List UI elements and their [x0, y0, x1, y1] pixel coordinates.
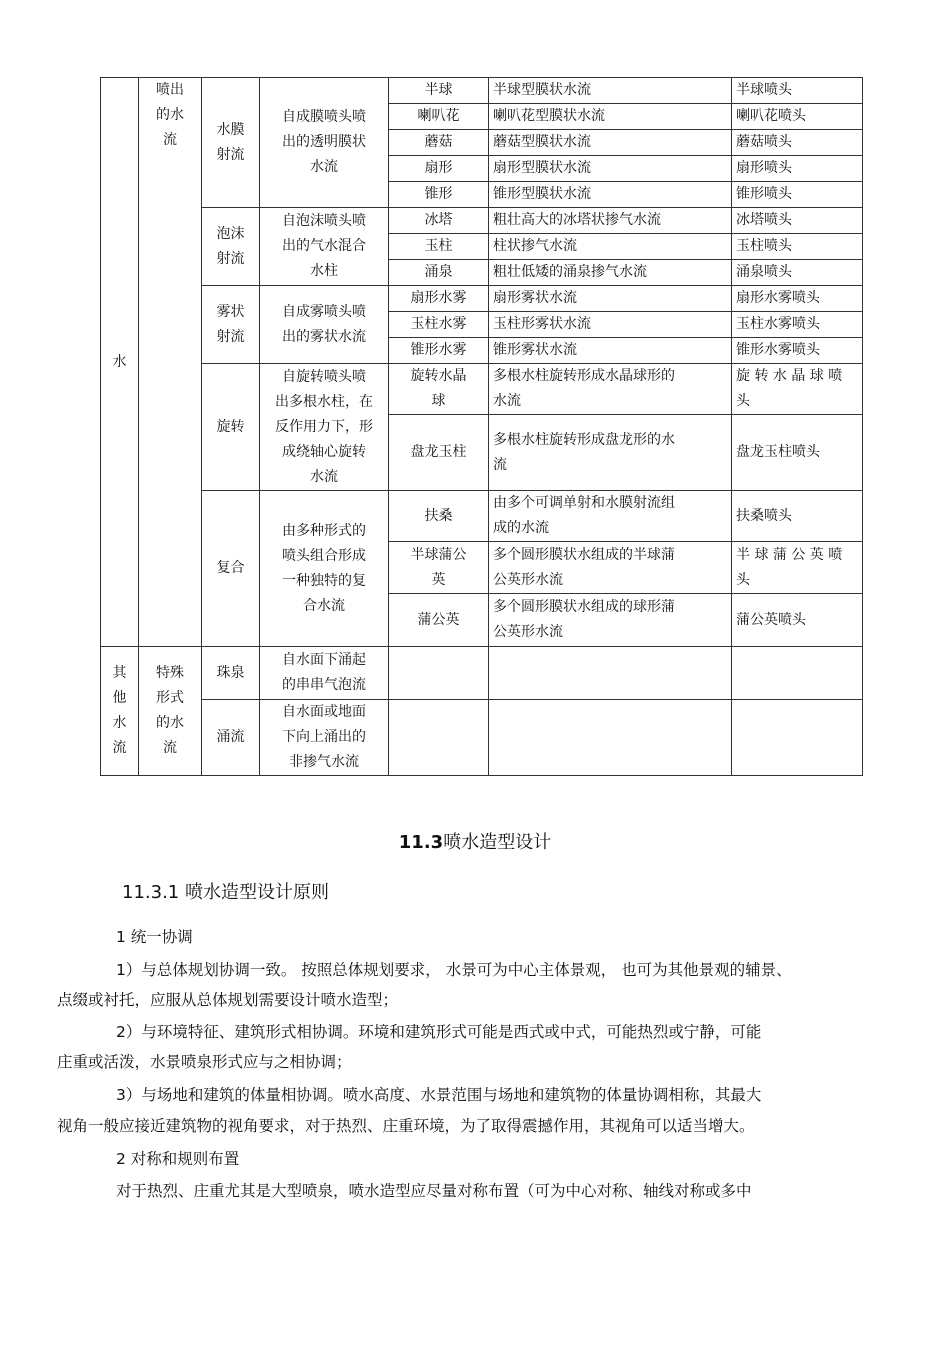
form-description: 柱状掺气水流	[489, 234, 732, 260]
nozzle-name: 涌泉喷头	[732, 260, 863, 286]
form-name: 旋转水晶 球	[389, 364, 489, 415]
form-description: 半球型膜状水流	[489, 78, 732, 104]
jet-type: 旋转	[202, 364, 260, 491]
paragraph-heading-2: 2 对称和规则布置	[116, 1150, 240, 1168]
nozzle-name: 半 球 蒲 公 英 喷 头	[732, 542, 863, 594]
form-name: 涌泉	[389, 260, 489, 286]
paragraph-heading-1: 1 统一协调	[116, 928, 193, 946]
nozzle-name: 扇形水雾喷头	[732, 286, 863, 312]
nozzle-name: 蒲公英喷头	[732, 594, 863, 647]
form-name: 扶桑	[389, 491, 489, 542]
form-name: 喇叭花	[389, 104, 489, 130]
jet-type: 雾状 射流	[202, 286, 260, 364]
jet-description: 自成膜喷头喷 出的透明膜状 水流	[260, 78, 389, 208]
nozzle-name: 盘龙玉柱喷头	[732, 415, 863, 491]
form-name: 半球蒲公 英	[389, 542, 489, 594]
table-row	[101, 700, 863, 776]
section-number: 11.3	[398, 832, 444, 853]
form-description: 蘑菇型膜状水流	[489, 130, 732, 156]
form-description: 扇形雾状水流	[489, 286, 732, 312]
nozzle-name: 扇形喷头	[732, 156, 863, 182]
form-description: 玉柱形雾状水流	[489, 312, 732, 338]
empty-cell	[389, 700, 489, 776]
paragraph-2-line-1: 2）与环境特征、建筑形式相协调。环境和建筑形式可能是西式或中式，可能热烈或宁静，可能	[116, 1023, 762, 1041]
form-name: 扇形水雾	[389, 286, 489, 312]
form-description: 多根水柱旋转形成盘龙形的水 流	[489, 415, 732, 491]
section-title	[0, 828, 950, 854]
empty-cell	[489, 647, 732, 700]
nozzle-name: 锥形喷头	[732, 182, 863, 208]
form-description: 扇形型膜状水流	[489, 156, 732, 182]
jet-description: 自水面或地面 下向上涌出的 非掺气水流	[260, 700, 389, 776]
empty-cell	[732, 700, 863, 776]
form-description: 多个圆形膜状水组成的球形蒲 公英形水流	[489, 594, 732, 647]
form-name: 半球	[389, 78, 489, 104]
jet-type: 珠泉	[202, 647, 260, 700]
nozzle-name: 玉柱喷头	[732, 234, 863, 260]
nozzle-name: 冰塔喷头	[732, 208, 863, 234]
table-row	[101, 208, 863, 234]
form-description: 多根水柱旋转形成水晶球形的 水流	[489, 364, 732, 415]
section-title-text: 喷水造型设计	[443, 832, 552, 853]
subsection-heading: 11.3.1 喷水造型设计原则	[122, 882, 329, 903]
empty-cell	[389, 647, 489, 700]
nozzle-name: 玉柱水雾喷头	[732, 312, 863, 338]
jet-type: 泡沫 射流	[202, 208, 260, 286]
nozzle-name: 旋 转 水 晶 球 喷 头	[732, 364, 863, 415]
paragraph-2-line-2: 庄重或活泼，水景喷泉形式应与之相协调；	[57, 1053, 352, 1071]
form-description: 锥形雾状水流	[489, 338, 732, 364]
paragraph-1-line-1: 1）与总体规划协调一致。 按照总体规划要求， 水景可为中心主体景观， 也可为其他景观的辅景、	[116, 961, 792, 979]
table-row	[101, 364, 863, 415]
form-name: 蒲公英	[389, 594, 489, 647]
form-description: 粗壮低矮的涌泉掺气水流	[489, 260, 732, 286]
form-name: 玉柱	[389, 234, 489, 260]
paragraph-3-line-2: 视角一般应接近建筑物的视角要求，对于热烈、庄重环境，为了取得震撼作用，其视角可以适当增大。	[57, 1117, 755, 1135]
form-name: 冰塔	[389, 208, 489, 234]
empty-cell	[489, 700, 732, 776]
jet-description: 自旋转喷头喷 出多根水柱，在 反作用力下，形 成绕轴心旋转 水流	[260, 364, 389, 491]
jet-type: 水膜 射流	[202, 78, 260, 208]
table-row	[101, 647, 863, 700]
table-row	[101, 78, 863, 104]
nozzle-name: 喇叭花喷头	[732, 104, 863, 130]
category-other: 其 他 水 流	[101, 647, 139, 776]
nozzle-name: 锥形水雾喷头	[732, 338, 863, 364]
subcategory-special: 特殊 形式 的水 流	[139, 647, 202, 776]
paragraph-1-line-2: 点缀或衬托，应服从总体规划需要设计喷水造型；	[57, 991, 399, 1009]
table-row	[101, 286, 863, 312]
jet-description: 自成雾喷头喷 出的雾状水流	[260, 286, 389, 364]
form-name: 蘑菇	[389, 130, 489, 156]
nozzle-name: 半球喷头	[732, 78, 863, 104]
fountain-type-table	[100, 77, 863, 776]
nozzle-name: 扶桑喷头	[732, 491, 863, 542]
form-name: 扇形	[389, 156, 489, 182]
subcategory-jet: 喷出 的水 流	[139, 78, 202, 647]
table-row	[101, 491, 863, 542]
category-water: 水	[101, 78, 139, 647]
paragraph-3-line-1: 3）与场地和建筑的体量相协调。喷水高度、水景范围与场地和建筑物的体量协调相称，其最大	[116, 1086, 762, 1104]
jet-description: 自水面下涌起 的串串气泡流	[260, 647, 389, 700]
form-description: 锥形型膜状水流	[489, 182, 732, 208]
form-description: 由多个可调单射和水膜射流组 成的水流	[489, 491, 732, 542]
paragraph-4-line-1: 对于热烈、庄重尤其是大型喷泉，喷水造型应尽量对称布置（可为中心对称、轴线对称或多中	[116, 1182, 752, 1200]
nozzle-name: 蘑菇喷头	[732, 130, 863, 156]
jet-description: 由多种形式的 喷头组合形成 一种独特的复 合水流	[260, 491, 389, 647]
empty-cell	[732, 647, 863, 700]
form-name: 锥形水雾	[389, 338, 489, 364]
form-name: 锥形	[389, 182, 489, 208]
jet-type: 复合	[202, 491, 260, 647]
form-description: 粗壮高大的冰塔状掺气水流	[489, 208, 732, 234]
form-name: 玉柱水雾	[389, 312, 489, 338]
form-name: 盘龙玉柱	[389, 415, 489, 491]
jet-type: 涌流	[202, 700, 260, 776]
form-description: 多个圆形膜状水组成的半球蒲 公英形水流	[489, 542, 732, 594]
jet-description: 自泡沫喷头喷 出的气水混合 水柱	[260, 208, 389, 286]
form-description: 喇叭花型膜状水流	[489, 104, 732, 130]
